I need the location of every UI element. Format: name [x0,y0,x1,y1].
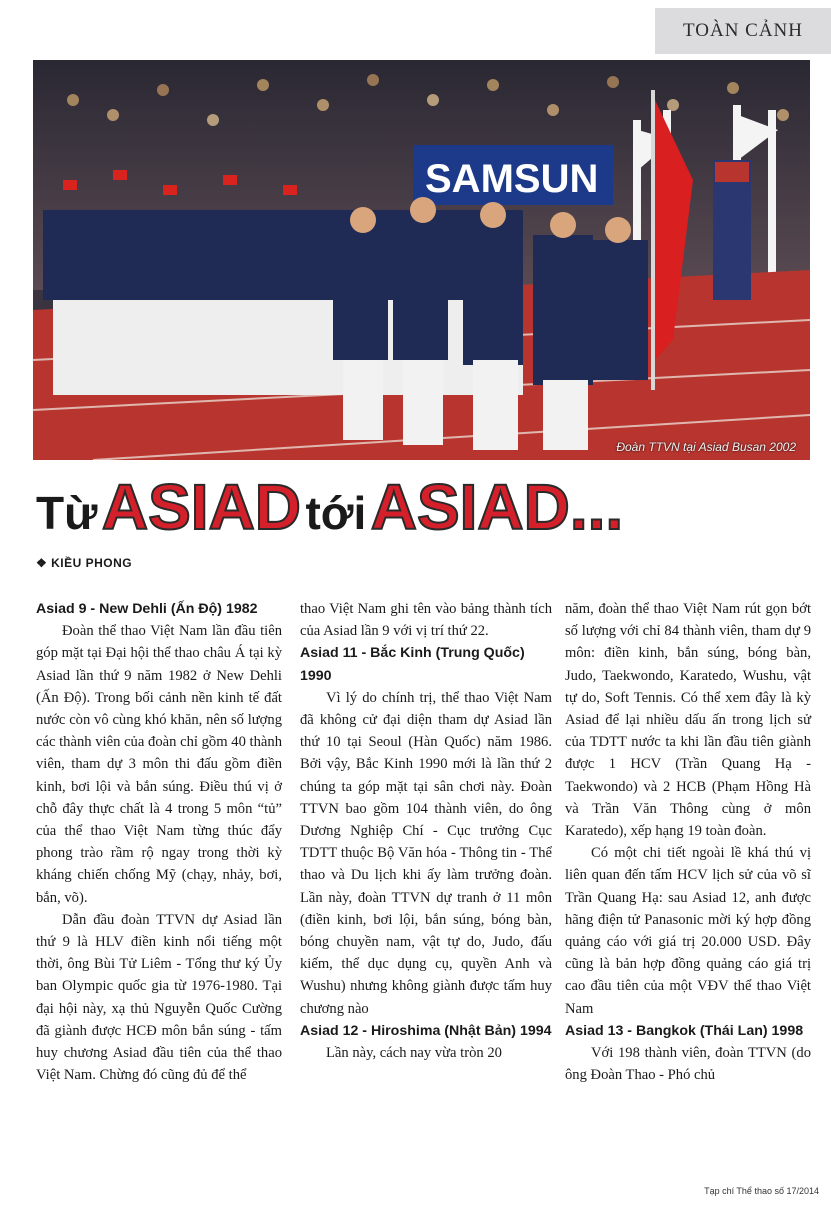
paragraph: Đoàn thể thao Việt Nam lần đầu tiên góp mặt tại Đại hội thể thao châu Á tại kỳ Asiad lần thứ 9 năm 1982 ở New Dehli (Ấn Độ). Trong bối cảnh nền kinh tế đất nước còn vô cùng khó khăn, nên số lượng các thành viên của đoàn chỉ gồm 40 thành viên, tham dự 3 môn thi đấu gồm điền kinh, bơi lội và bắn súng. Điều thú vị ở chỗ đây thực chất là 4 trong 5 môn “tủ” của thể thao Việt Nam từng thúc đẩy phong trào rầm rộ ngay trong thời kỳ kháng chiến chống Mỹ (chạy, nhảy, bơi, bắn, võ). [36,623,282,906]
paragraph: Với 198 thành viên, đoàn TTVN (do ông Đoàn Thao - Phó chủ [565,1045,811,1084]
banner-text: SAMSUN [425,157,599,201]
headline-word-1: Từ [36,487,98,539]
section-heading: Asiad 13 - Bangkok (Thái Lan) 1998 [565,1022,804,1039]
hero-photo [33,60,810,460]
article-column-3 [565,598,811,1086]
paragraph: Có một chi tiết ngoài lề khá thú vị liên quan đến tấm HCV lịch sử của võ sĩ Trần Quang Hạ: sau Asiad 12, anh được hãng điện tử Panasonic mời ký hợp đồng quảng cáo với giá trị 20.000 USD. Đây cũng là bản hợp đồng quảng cáo giá trị cao đầu tiên của một VĐV thể thao Việt Nam [565,845,811,1017]
article-column-1 [36,598,282,1086]
hero-photo-illustration [33,60,810,460]
paragraph: Vì lý do chính trị, thể thao Việt Nam đã không cử đại diện tham dự Asiad lần thứ 10 tại Seoul (Hàn Quốc) năm 1986. Bởi vậy, Bắc Kinh 1990 mới là lần thứ 2 chúng ta góp mặt tại sân chơi này. Đoàn TTVN bao gồm 104 thành viên, do ông Dương Nghiệp Chí - Cục trưởng Cục TDTT thuộc Bộ Văn hóa - Thông tin - Thể thao và Du lịch khi ấy làm trưởng đoàn. Lần này, đoàn TTVN dự tranh ở 11 môn (điền kinh, bơi lội, bắn súng, bóng bàn, bóng chuyền nam, vật tự do, Judo, đấu kiếm, thể dục dụng cụ, quyền Anh và Wushu) nhưng không giành được tấm huy chương nào [300,689,552,1017]
headline-word-2: ASIAD [101,471,301,543]
headline-word-3: tới [305,487,367,539]
section-heading: Asiad 9 - New Dehli (Ấn Độ) 1982 [36,601,258,617]
section-heading: Asiad 11 - Bắc Kinh (Trung Quốc) 1990 [300,645,525,684]
paragraph: Lần này, cách nay vừa tròn 20 [326,1045,502,1062]
page-footer: Tạp chí Thể thao số 17/2014 [704,1186,819,1196]
section-tab: TOÀN CẢNH [655,8,831,54]
headline-word-4: ASIAD... [370,471,624,543]
paragraph: Dẫn đầu đoàn TTVN dự Asiad lần thứ 9 là HLV điền kinh nổi tiếng một thời, ông Bùi Tử Liêm - Tổng thư ký Ủy ban Olympic quốc gia từ 1976-1980. Tại đại hội này, xạ thủ Nguyễn Quốc Cường đã giành được HCĐ môn bắn súng - tấm huy chương Asiad đầu tiên của thể thao Việt Nam. Chừng đó cũng đủ để thể [36,911,282,1084]
paragraph: thao Việt Nam ghi tên vào bảng thành tích của Asiad lần 9 với vị trí thứ 22. [300,601,552,640]
photo-caption-text: Đoàn TTVN tại Asiad Busan 2002 [616,440,796,454]
headline [36,470,816,543]
byline: ❖ KIỀU PHONG [36,556,133,570]
section-heading: Asiad 12 - Hiroshima (Nhật Bản) 1994 [300,1022,552,1039]
paragraph: năm, đoàn thể thao Việt Nam rút gọn bớt số lượng với chỉ 84 thành viên, tham dự 9 môn: điền kinh, bắn súng, bóng bàn, Judo, Taekwondo, Karatedo, Wushu, vật tự do, Soft Tennis. Có thể xem đây là kỳ Asiad để lại nhiều dấu ấn trong lịch sử của TDTT nước ta khi lần đầu tiên giành được 1 HCV (Trần Quang Hạ - Taekwondo) và 2 HCB (Phạm Hồng Hà và Trần Văn Thông cùng ở môn Karatedo), xếp hạng 19 toàn đoàn. [565,601,811,840]
article-column-2 [300,598,552,1064]
